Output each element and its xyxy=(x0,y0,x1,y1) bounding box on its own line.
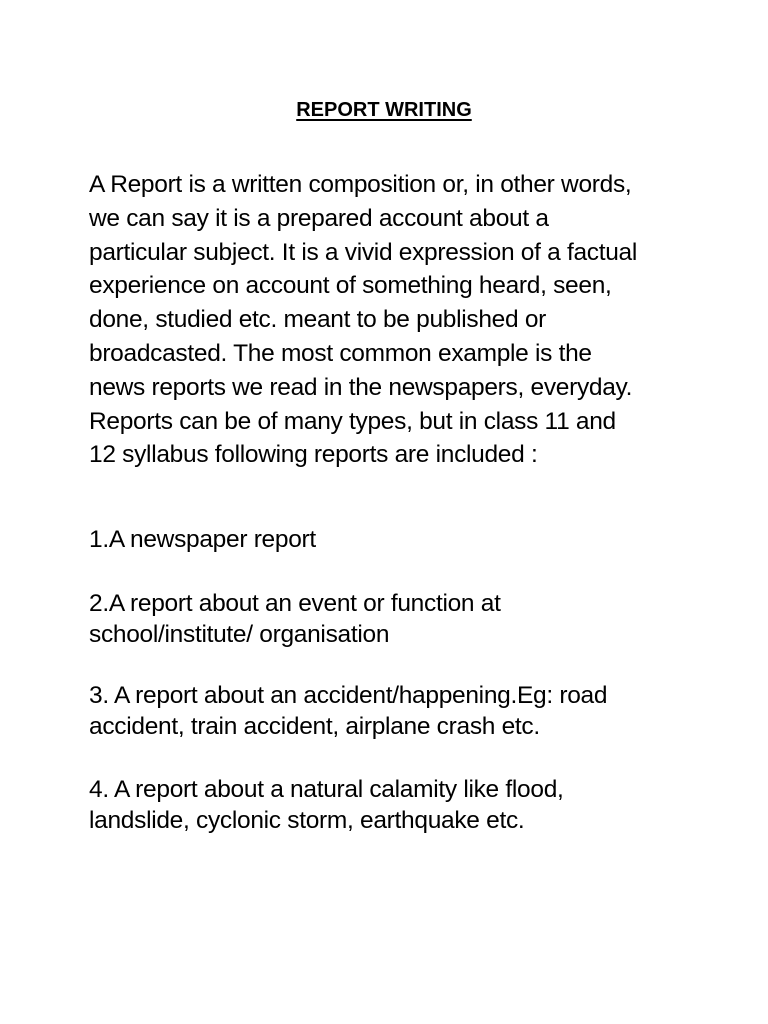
intro-paragraph xyxy=(89,168,689,472)
list-item-line: 1.A newspaper report xyxy=(89,526,316,553)
list-item-line: 4. A report about a natural calamity like flood, xyxy=(89,776,564,803)
intro-line: 12 syllabus following reports are included : xyxy=(89,441,538,469)
intro-line: particular subject. It is a vivid expression of a factual xyxy=(89,238,638,266)
list-item-line: school/institute/ organisation xyxy=(89,621,390,648)
intro-line: done, studied etc. meant to be published or xyxy=(89,306,547,334)
list-item-line: 2.A report about an event or function at xyxy=(89,590,501,617)
intro-line: broadcasted. The most common example is the xyxy=(89,339,592,367)
document-title-text: REPORT WRITING xyxy=(296,99,472,121)
list-item-natural-calamity-report xyxy=(89,774,689,836)
list-item-event-report xyxy=(89,588,689,650)
list-item-accident-report xyxy=(89,680,689,742)
intro-line: A Report is a written composition or, in other words, xyxy=(89,171,632,198)
list-item-line: accident, train accident, airplane crash etc. xyxy=(89,713,540,740)
intro-line: news reports we read in the newspapers, everyday. xyxy=(89,373,633,401)
document-title xyxy=(0,96,768,124)
intro-line: Reports can be of many types, but in class 11 and xyxy=(89,407,616,435)
list-item-line: landslide, cyclonic storm, earthquake etc. xyxy=(89,807,525,834)
list-item-line: 3. A report about an accident/happening.Eg: road xyxy=(89,682,608,709)
intro-line: experience on account of something heard, seen, xyxy=(89,272,612,300)
intro-line: we can say it is a prepared account about a xyxy=(89,204,549,232)
list-item-newspaper-report xyxy=(89,524,689,555)
